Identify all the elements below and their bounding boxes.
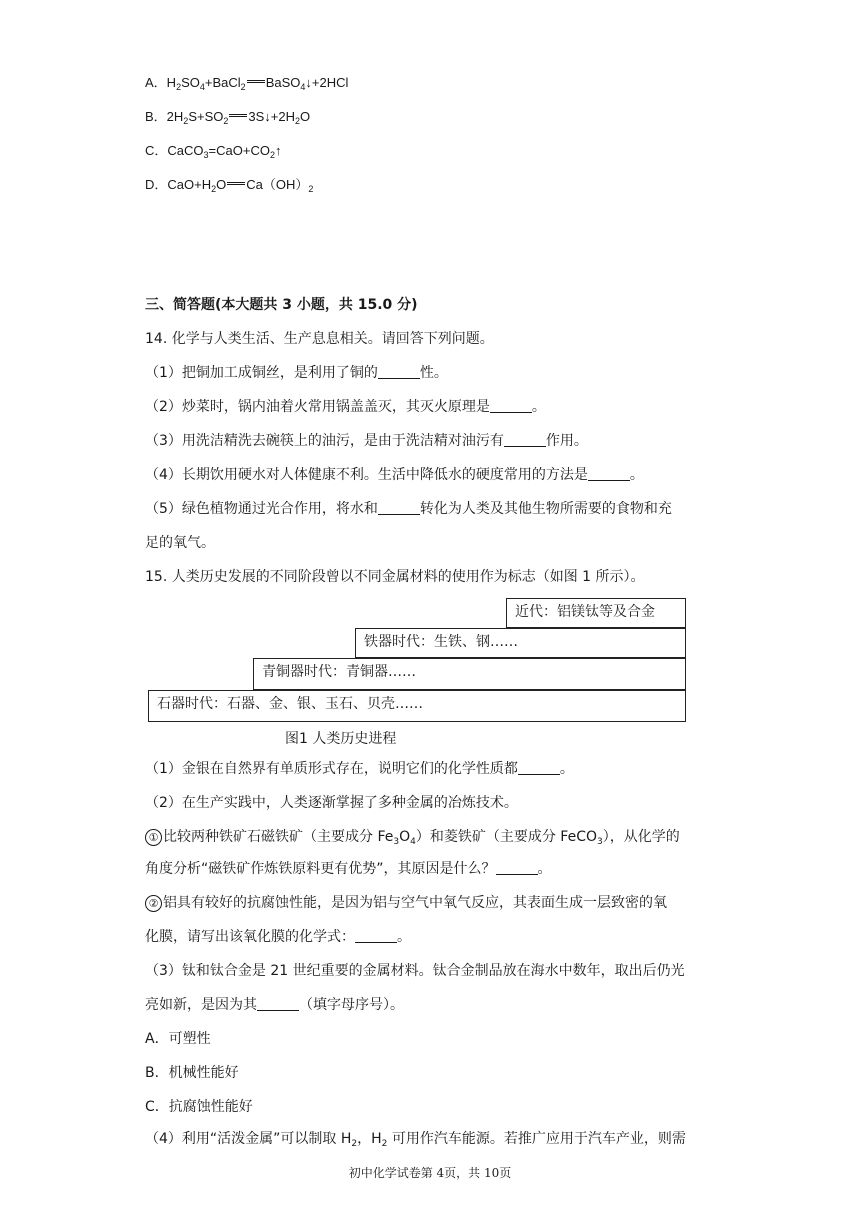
q15-part4: （4）利用“活泼金属”可以制取 $H_2$，$H_2$ 可用作汽车能源。若推广应用于汽车产业，则需: [145, 1131, 686, 1149]
q15-sub1-line2-tail: 。: [537, 861, 552, 877]
q15-part2: （2）在生产实践中，人类逐渐掌握了多种金属的冶炼技术。: [145, 795, 518, 811]
q15-sub1-line2-text: 角度分析“磁铁矿作炼铁原料更有优势”，其原因是什么？: [145, 861, 496, 877]
step-modern: 近代：铝镁钛等及合金: [506, 598, 686, 628]
page-footer: 初中化学试卷第 4页，共 10页: [348, 1166, 512, 1180]
q15-sub2-line1: [145, 893, 667, 913]
q15-sub2-line2-tail: 。: [397, 929, 411, 945]
q15-sub1-line1: [145, 827, 680, 847]
q14-part5: [145, 499, 672, 519]
option-a-formula: $H_2SO_4+BaCl_2$ BaSO$_4$↓+2HCl: [166, 75, 349, 92]
option-c-label: C．: [145, 143, 168, 158]
q14-stem: 14. 化学与人类生活、生产息息相关。请回答下列问题。: [145, 331, 494, 347]
q15-sub2-line2-text: 化膜，请写出该氧化膜的化学式：: [145, 929, 355, 945]
q15-sub2-text: 铝具有较好的抗腐蚀性能，是因为铝与空气中氧气反应，其表面生成一层致密的氧: [163, 895, 667, 911]
q15-sub1-text: 比较两种铁矿石磁铁矿（主要成分 $Fe_3O_4$）和菱铁矿（主要成分 FeCO$_3$），从化学的: [163, 829, 680, 847]
q14-part4-text: （4）长期饮用硬水对人体健康不利。生活中降低水的硬度常用的方法是: [145, 467, 588, 483]
answer-blank: [518, 760, 560, 775]
step-stone-age: 石器时代：石器、金、银、玉石、贝壳……: [148, 690, 686, 722]
section-title: 三、简答题(本大题共 3 小题，共 15.0 分): [145, 297, 418, 313]
option-b: [145, 107, 310, 127]
answer-blank: [490, 398, 532, 413]
q15-part1-text: （1）金银在自然界有单质形式存在，说明它们的化学性质都: [145, 761, 518, 777]
q15-sub2-line2: [145, 927, 411, 947]
circled-one: ①: [145, 829, 162, 846]
q15-part3-line2-text: 亮如新，是因为其: [145, 997, 257, 1013]
answer-blank: [504, 432, 546, 447]
q15-option-c: C．抗腐蚀性能好: [145, 1099, 253, 1115]
q14-part2: [145, 397, 546, 417]
q14-part2-text: （2）炒菜时，锅内油着火常用锅盖盖灭，其灭火原理是: [145, 399, 490, 415]
circled-two: ②: [145, 895, 162, 912]
option-a: [145, 73, 348, 93]
q15-option-a: A．可塑性: [145, 1031, 211, 1047]
q14-part5-cont: 足的氧气。: [145, 535, 215, 551]
q15-part3-line1: （3）钛和钛合金是 21 世纪重要的金属材料。钛合金制品放在海水中数年，取出后仍光: [145, 963, 685, 979]
q15-part1: [145, 759, 574, 779]
q15-part3-line2-tail: （填字母序号）。: [299, 997, 404, 1013]
option-b-formula: $2H_2S+SO_2$ $3S↓+2H_2O$: [166, 109, 311, 126]
figure-caption: 图1 人类历史进程: [285, 731, 397, 747]
q14-part3: [145, 431, 588, 451]
answer-blank: [355, 928, 397, 943]
answer-blank: [588, 466, 630, 481]
q14-part4-tail: 。: [629, 467, 644, 483]
q14-part1-text: （1）把铜加工成铜丝，是利用了铜的: [145, 365, 378, 381]
q14-part3-text: （3）用洗洁精洗去碗筷上的油污，是由于洗洁精对油污有: [145, 433, 504, 449]
option-a-label: A．: [145, 75, 167, 90]
step-bronze-age: 青铜器时代：青铜器……: [253, 658, 686, 690]
q15-option-b: B．机械性能好: [145, 1065, 239, 1081]
q14-part4: [145, 465, 644, 485]
step-iron-age: 铁器时代：生铁、钢……: [355, 628, 686, 658]
answer-blank: [378, 364, 420, 379]
option-d-formula: $CaO+H_2O$ $Ca(OH)_2$: [167, 177, 314, 194]
q15-stem: 15. 人类历史发展的不同阶段曾以不同金属材料的使用作为标志（如图 1 所示）。: [145, 569, 645, 585]
q14-part2-tail: 。: [531, 399, 546, 415]
q15-part3-line2: [145, 995, 404, 1015]
option-d: [145, 175, 313, 195]
q14-part1: [145, 363, 448, 383]
answer-blank: [496, 860, 538, 875]
q14-part1-tail: 性。: [419, 365, 448, 381]
q14-part5-tail: 转化为人类及其他生物所需要的食物和充: [419, 501, 672, 517]
option-c-formula: $CaCO_3=CaO+CO_2↑$: [167, 143, 282, 160]
answer-blank: [378, 500, 420, 515]
q15-sub1-line2: [145, 859, 552, 879]
answer-blank: [257, 996, 299, 1011]
option-b-label: B．: [145, 109, 167, 124]
q14-part3-tail: 作用。: [545, 433, 588, 449]
option-d-label: D．: [145, 177, 168, 192]
q15-part1-tail: 。: [559, 761, 574, 777]
option-c: [145, 141, 281, 161]
q14-part5-text: （5）绿色植物通过光合作用，将水和: [145, 501, 378, 517]
